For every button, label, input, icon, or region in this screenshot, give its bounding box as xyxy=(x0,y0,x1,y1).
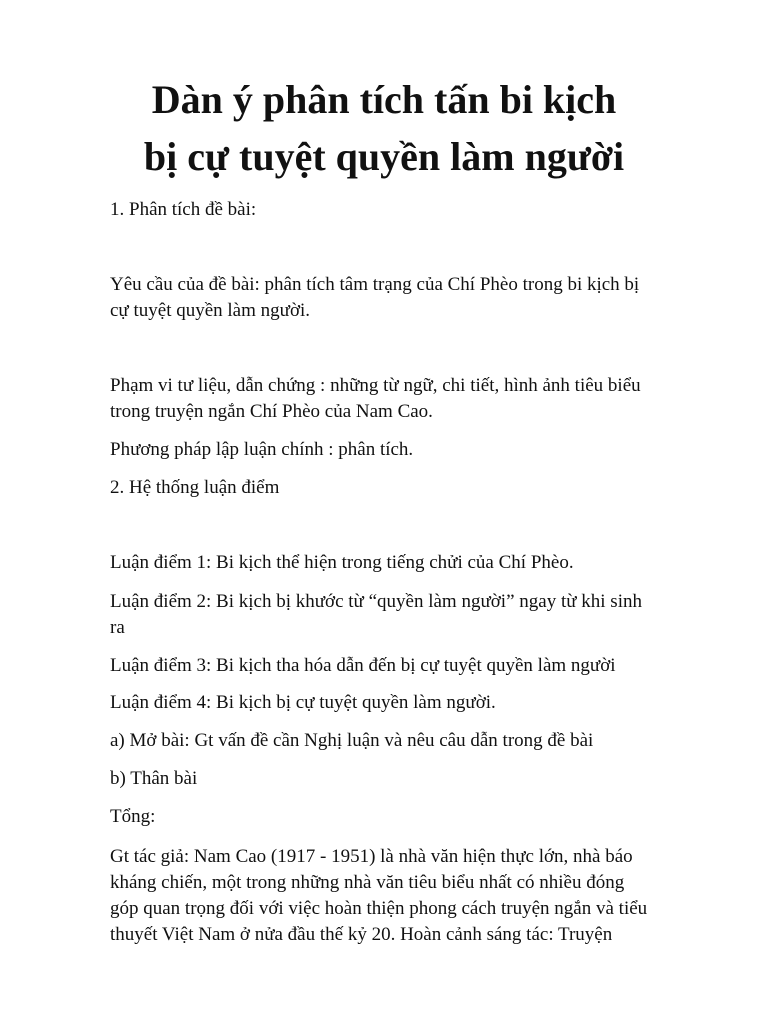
paragraph-line: góp quan trọng đối với việc hoàn thiện phong cách truyện ngắn và tiểu xyxy=(110,898,648,919)
paragraph-line: Yêu cầu của đề bài: phân tích tâm trạng của Chí Phèo trong bi kịch bị xyxy=(110,274,640,295)
document-title-line-2: bị cự tuyệt quyền làm người xyxy=(143,134,625,179)
paragraph-line: Phạm vi tư liệu, dẫn chứng : những từ ngữ, chi tiết, hình ảnh tiêu biểu xyxy=(110,375,641,396)
paragraph-line: b) Thân bài xyxy=(110,768,198,789)
paragraph-line: a) Mở bài: Gt vấn đề cần Nghị luận và nêu câu dẫn trong đề bài xyxy=(110,730,594,751)
argument-line: ra xyxy=(110,617,125,638)
paragraph-line: thuyết Việt Nam ở nửa đầu thế kỷ 20. Hoàn cảnh sáng tác: Truyện xyxy=(110,924,613,945)
paragraph-line: Gt tác giả: Nam Cao (1917 - 1951) là nhà văn hiện thực lớn, nhà báo xyxy=(110,846,633,867)
paragraph-line: trong truyện ngắn Chí Phèo của Nam Cao. xyxy=(110,401,433,422)
argument-line: Luận điểm 1: Bi kịch thể hiện trong tiếng chửi của Chí Phèo. xyxy=(110,552,574,573)
argument-line: Luận điểm 4: Bi kịch bị cự tuyệt quyền làm người. xyxy=(110,692,496,713)
section-heading-analysis: 1. Phân tích đề bài: xyxy=(110,199,257,220)
paragraph-line: Phương pháp lập luận chính : phân tích. xyxy=(110,439,414,460)
argument-line: Luận điểm 3: Bi kịch tha hóa dẫn đến bị cự tuyệt quyền làm người xyxy=(110,655,616,676)
paragraph-line: kháng chiến, một trong những nhà văn tiêu biểu nhất có nhiều đóng xyxy=(110,872,625,893)
document-title-line-1: Dàn ý phân tích tấn bi kịch xyxy=(151,77,617,122)
argument-line: Luận điểm 2: Bi kịch bị khước từ “quyền làm người” ngay từ khi sinh xyxy=(110,591,642,612)
section-heading-arguments: 2. Hệ thống luận điểm xyxy=(110,477,280,498)
paragraph-line: cự tuyệt quyền làm người. xyxy=(110,300,311,321)
paragraph-line: Tổng: xyxy=(110,806,156,827)
